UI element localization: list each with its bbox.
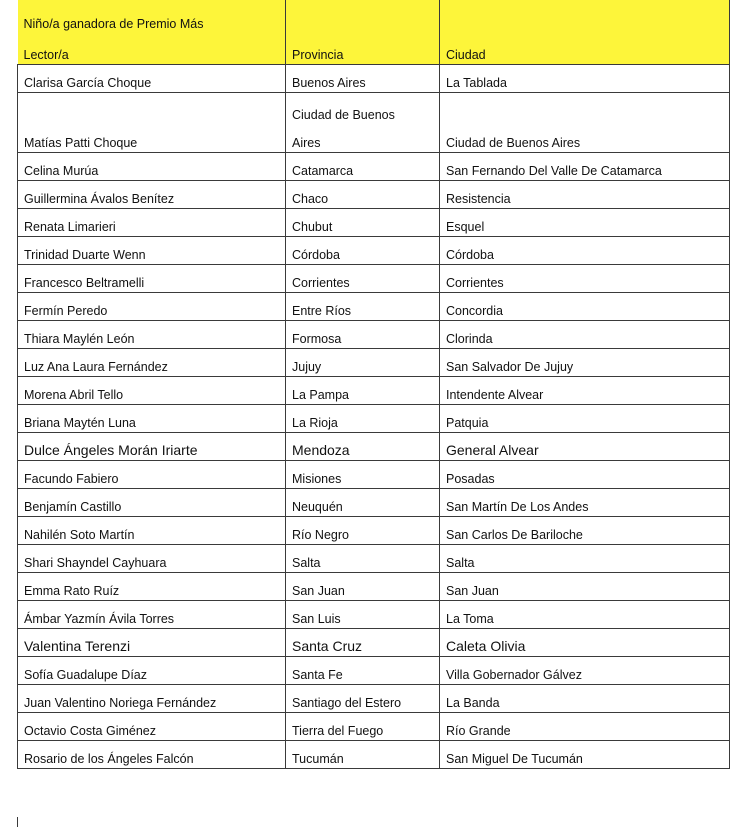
cell-name[interactable]: Luz Ana Laura Fernández [18,348,286,376]
table-row [18,684,730,712]
cell-name[interactable]: Ámbar Yazmín Ávila Torres [18,600,286,628]
cell-province[interactable]: Misiones [286,460,440,488]
table-row [18,404,730,432]
cell-name[interactable]: Emma Rato Ruíz [18,572,286,600]
cell-name[interactable]: Trinidad Duarte Wenn [18,236,286,264]
cell-city[interactable]: Posadas [440,460,730,488]
table-row [18,656,730,684]
cell-province[interactable]: Neuquén [286,488,440,516]
table-row [18,628,730,656]
cell-city[interactable]: Ciudad de Buenos Aires [440,92,730,152]
table-row [18,488,730,516]
table-row [18,292,730,320]
cell-province[interactable]: Catamarca [286,152,440,180]
cell-name[interactable]: Renata Limarieri [18,208,286,236]
winners-table [17,0,730,769]
table-row [18,600,730,628]
cell-name[interactable]: Juan Valentino Noriega Fernández [18,684,286,712]
winners-spreadsheet [17,0,729,769]
cell-province[interactable]: Entre Ríos [286,292,440,320]
cell-province[interactable]: Corrientes [286,264,440,292]
cell-city[interactable]: General Alvear [440,432,730,460]
cell-province[interactable]: Formosa [286,320,440,348]
cell-city[interactable]: San Juan [440,572,730,600]
sheet-left-gridline [17,817,18,827]
cell-city[interactable]: La Toma [440,600,730,628]
table-row [18,236,730,264]
cell-province[interactable]: Chubut [286,208,440,236]
cell-city[interactable]: Concordia [440,292,730,320]
cell-province[interactable]: Santiago del Estero [286,684,440,712]
cell-name[interactable]: Facundo Fabiero [18,460,286,488]
cell-province-line1: Ciudad de Buenos [292,107,395,122]
cell-name[interactable]: Matías Patti Choque [18,92,286,152]
cell-city[interactable]: Patquia [440,404,730,432]
header-cell-city[interactable]: Ciudad [440,0,730,64]
header-cell-winner[interactable] [18,0,286,64]
cell-province[interactable]: Río Negro [286,516,440,544]
cell-name[interactable]: Shari Shayndel Cayhuara [18,544,286,572]
cell-city[interactable]: San Miguel De Tucumán [440,740,730,768]
cell-city[interactable]: San Salvador De Jujuy [440,348,730,376]
cell-province[interactable]: Santa Cruz [286,628,440,656]
cell-name[interactable]: Rosario de los Ángeles Falcón [18,740,286,768]
cell-name[interactable]: Valentina Terenzi [18,628,286,656]
table-row [18,320,730,348]
table-row [18,712,730,740]
header-cell-province[interactable]: Provincia [286,0,440,64]
cell-city[interactable]: Intendente Alvear [440,376,730,404]
cell-name[interactable]: Dulce Ángeles Morán Iriarte [18,432,286,460]
cell-name[interactable]: Clarisa García Choque [18,64,286,92]
cell-province[interactable] [286,92,440,152]
cell-city[interactable]: Villa Gobernador Gálvez [440,656,730,684]
cell-city[interactable]: Río Grande [440,712,730,740]
cell-city[interactable]: La Tablada [440,64,730,92]
cell-name[interactable]: Morena Abril Tello [18,376,286,404]
cell-name[interactable]: Benjamín Castillo [18,488,286,516]
header-winner-line1: Niño/a ganadora de Premio Más [23,16,204,31]
cell-province[interactable]: Santa Fe [286,656,440,684]
cell-city[interactable]: San Fernando Del Valle De Catamarca [440,152,730,180]
table-row [18,64,730,92]
table-row [18,460,730,488]
cell-name[interactable]: Sofía Guadalupe Díaz [18,656,286,684]
cell-province[interactable]: San Luis [286,600,440,628]
cell-city[interactable]: Esquel [440,208,730,236]
cell-province[interactable]: La Rioja [286,404,440,432]
cell-name[interactable]: Guillermina Ávalos Benítez [18,180,286,208]
table-row [18,180,730,208]
cell-name[interactable]: Fermín Peredo [18,292,286,320]
cell-province[interactable]: Buenos Aires [286,64,440,92]
cell-city[interactable]: Córdoba [440,236,730,264]
header-row [18,0,730,64]
cell-province[interactable]: San Juan [286,572,440,600]
cell-province[interactable]: Chaco [286,180,440,208]
table-row [18,348,730,376]
cell-province-line2: Aires [292,135,321,150]
cell-city[interactable]: Clorinda [440,320,730,348]
table-row [18,740,730,768]
cell-province[interactable]: Salta [286,544,440,572]
cell-province[interactable]: Tucumán [286,740,440,768]
table-row [18,376,730,404]
cell-city[interactable]: Resistencia [440,180,730,208]
cell-name[interactable]: Nahilén Soto Martín [18,516,286,544]
cell-name[interactable]: Francesco Beltramelli [18,264,286,292]
cell-city[interactable]: La Banda [440,684,730,712]
cell-city[interactable]: San Martín De Los Andes [440,488,730,516]
table-row [18,264,730,292]
cell-province[interactable]: Córdoba [286,236,440,264]
cell-province[interactable]: Jujuy [286,348,440,376]
table-row [18,92,730,152]
cell-province[interactable]: Mendoza [286,432,440,460]
table-row [18,152,730,180]
table-row [18,516,730,544]
cell-province[interactable]: Tierra del Fuego [286,712,440,740]
header-winner-line2: Lector/a [23,47,69,62]
table-row [18,432,730,460]
cell-name[interactable]: Octavio Costa Giménez [18,712,286,740]
table-row [18,572,730,600]
cell-name[interactable]: Briana Maytén Luna [18,404,286,432]
cell-city[interactable]: Caleta Olivia [440,628,730,656]
cell-name[interactable]: Celina Murúa [18,152,286,180]
cell-province[interactable]: La Pampa [286,376,440,404]
table-row [18,544,730,572]
cell-city[interactable]: San Carlos De Bariloche [440,516,730,544]
table-row [18,208,730,236]
cell-city[interactable]: Salta [440,544,730,572]
cell-name[interactable]: Thiara Maylén León [18,320,286,348]
cell-city[interactable]: Corrientes [440,264,730,292]
